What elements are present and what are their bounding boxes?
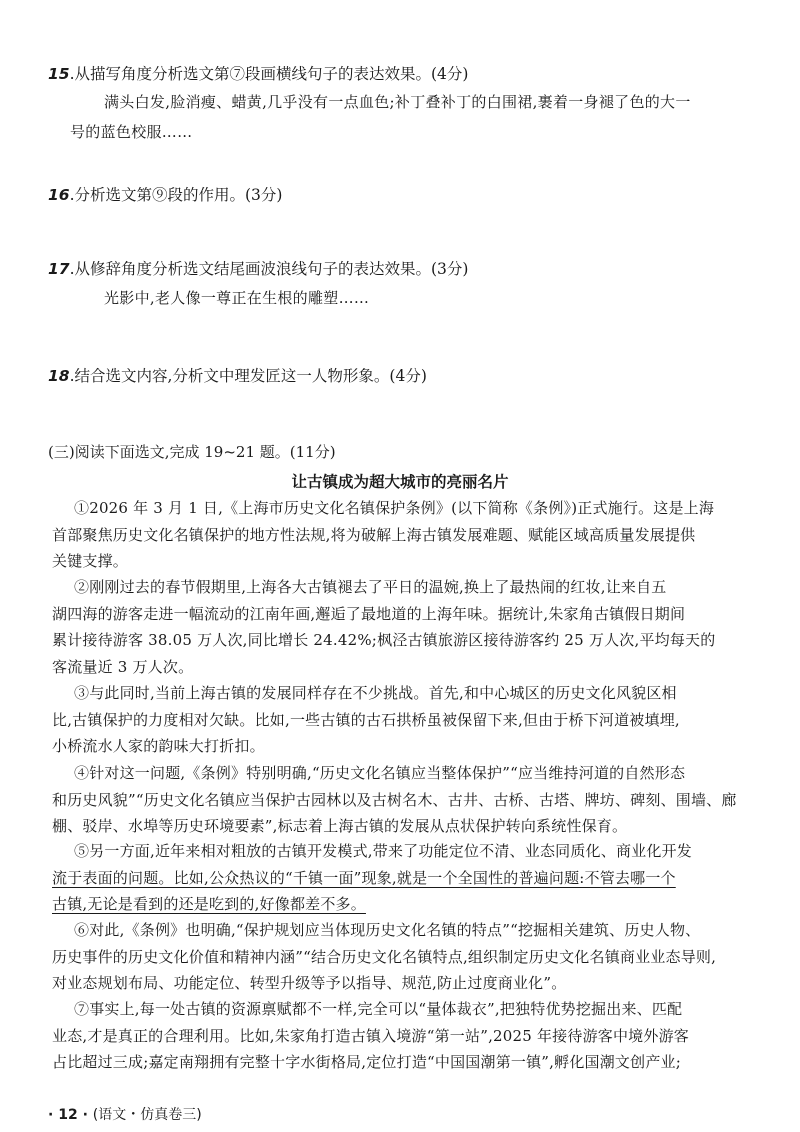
question-17 bbox=[48, 257, 468, 281]
paragraph-line: 比,古镇保护的力度相对欠缺。比如,一些古镇的古石拱桥虽被保留下来,但由于桥下河道被填埋, bbox=[52, 710, 680, 729]
paragraph-line: 和历史风貌”“历史文化名镇应当保护古园林以及古树名木、古井、古桥、古塔、牌坊、碑刻、围墙、廊 bbox=[52, 790, 737, 809]
paragraph-line: ①2026 年 3 月 1 日,《上海市历史文化名镇保护条例》(以下简称《条例》)正式施行。这是上海 bbox=[74, 499, 715, 517]
paragraph-line: 关键支撑。 bbox=[52, 552, 129, 570]
question-text: .分析选文第⑨段的作用。(3分) bbox=[69, 186, 283, 204]
paragraph-line: 湖四海的游客走进一幅流动的江南年画,邂逅了最地道的上海年味。据统计,朱家角古镇假日期间 bbox=[52, 604, 686, 623]
question-number: 18 bbox=[48, 367, 70, 385]
paragraph-line: ⑥对此,《条例》也明确,“保护规划应当体现历史文化名镇的特点”“挖掘相关建筑、历史人物、 bbox=[74, 921, 701, 939]
paragraph-line: ④针对这一问题,《条例》特别明确,“历史文化名镇应当整体保护”“应当维持河道的自然形态 bbox=[74, 764, 686, 782]
section-intro: (三)阅读下面选文,完成 19~21 题。(11分) bbox=[48, 443, 336, 461]
question-text: .从描写角度分析选文第⑦段画横线句子的表达效果。(4分) bbox=[69, 65, 469, 83]
question-18 bbox=[48, 364, 427, 388]
paragraph-5 bbox=[52, 838, 764, 918]
paragraph-7 bbox=[52, 996, 764, 1076]
paragraph-line: 首部聚焦历史文化名镇保护的地方性法规,将为破解上海古镇发展难题、赋能区域高质量发展提供 bbox=[52, 525, 696, 544]
paragraph-line: 累计接待游客 38.05 万人次,同比增长 24.42%;枫泾古镇旅游区接待游客约 25 万人次,平均每天的 bbox=[52, 631, 716, 649]
question-text: .从修辞角度分析选文结尾画波浪线句子的表达效果。(3分) bbox=[69, 260, 469, 278]
question-number: 17 bbox=[48, 260, 70, 278]
paragraph-3 bbox=[52, 680, 764, 760]
paragraph-2 bbox=[52, 574, 764, 680]
exam-label: (语文・仿真卷三) bbox=[92, 1107, 202, 1123]
paragraph-line: ②刚刚过去的春节假期里,上海各大古镇褪去了平日的温婉,换上了最热闹的红妆,让来自五 bbox=[74, 578, 667, 596]
quoted-excerpt: 满头白发,脸消瘦、蜡黄,几乎没有一点血色;补丁叠补丁的白围裙,裹着一身褪了色的大一 bbox=[104, 93, 691, 111]
quoted-excerpt: 光影中,老人像一尊正在生根的雕塑…… bbox=[104, 289, 370, 307]
paragraph-line: ③与此同时,当前上海古镇的发展同样存在不少挑战。首先,和中心城区的历史文化风貌区相 bbox=[74, 684, 677, 702]
question-number: 15 bbox=[48, 65, 70, 83]
paragraph-line: 客流量近 3 万人次。 bbox=[52, 657, 194, 676]
paragraph-6 bbox=[52, 917, 764, 997]
underlined-sentence-line: 古镇,无论是看到的还是吃到的,好像都差不多。 bbox=[52, 895, 366, 913]
paragraph-4 bbox=[52, 760, 764, 840]
paragraph-line: ⑤另一方面,近年来相对粗放的古镇开发模式,带来了功能定位不清、业态同质化、商业化开发 bbox=[74, 842, 692, 860]
underlined-sentence-line: 流于表面的问题。比如,公众热议的“千镇一面”现象,就是一个全国性的普遍问题:不管去哪一个 bbox=[52, 868, 676, 887]
article-title: 让古镇成为超大城市的亮丽名片 bbox=[291, 473, 509, 491]
question-text: .结合选文内容,分析文中理发匠这一人物形象。(4分) bbox=[69, 367, 427, 385]
paragraph-line: ⑦事实上,每一处古镇的资源禀赋都不一样,完全可以“量体裁衣”,把独特优势挖掘出来、匹配 bbox=[74, 1000, 683, 1018]
question-15 bbox=[48, 62, 468, 86]
bullet-dot: · bbox=[82, 1107, 88, 1123]
page-footer bbox=[48, 1104, 202, 1124]
paragraph-line: 业态,才是真正的合理利用。比如,朱家角打造古镇入境游“第一站”,2025 年接待游客中境外游客 bbox=[52, 1026, 689, 1045]
question-16 bbox=[48, 183, 282, 207]
paragraph-line: 占比超过三成;嘉定南翔拥有完整十字水街格局,定位打造“中国国潮第一镇”,孵化国潮文创产业; bbox=[52, 1053, 681, 1071]
quoted-excerpt-continued: 号的蓝色校服…… bbox=[70, 123, 193, 141]
paragraph-line: 小桥流水人家的韵味大打折扣。 bbox=[52, 737, 265, 755]
page-number: 12 bbox=[58, 1107, 78, 1123]
paragraph-line: 历史事件的历史文化价值和精神内涵”“结合历史文化名镇特点,组织制定历史文化名镇商业业态导则, bbox=[52, 947, 717, 966]
question-number: 16 bbox=[48, 186, 70, 204]
paragraph-line: 棚、驳岸、水埠等历史环境要素”,标志着上海古镇的发展从点状保护转向系统性保育。 bbox=[52, 817, 628, 835]
bullet-dot: · bbox=[48, 1107, 54, 1123]
paragraph-1 bbox=[52, 495, 764, 575]
paragraph-line: 对业态规划布局、功能定位、转型升级等予以指导、规范,防止过度商业化”。 bbox=[52, 974, 567, 992]
